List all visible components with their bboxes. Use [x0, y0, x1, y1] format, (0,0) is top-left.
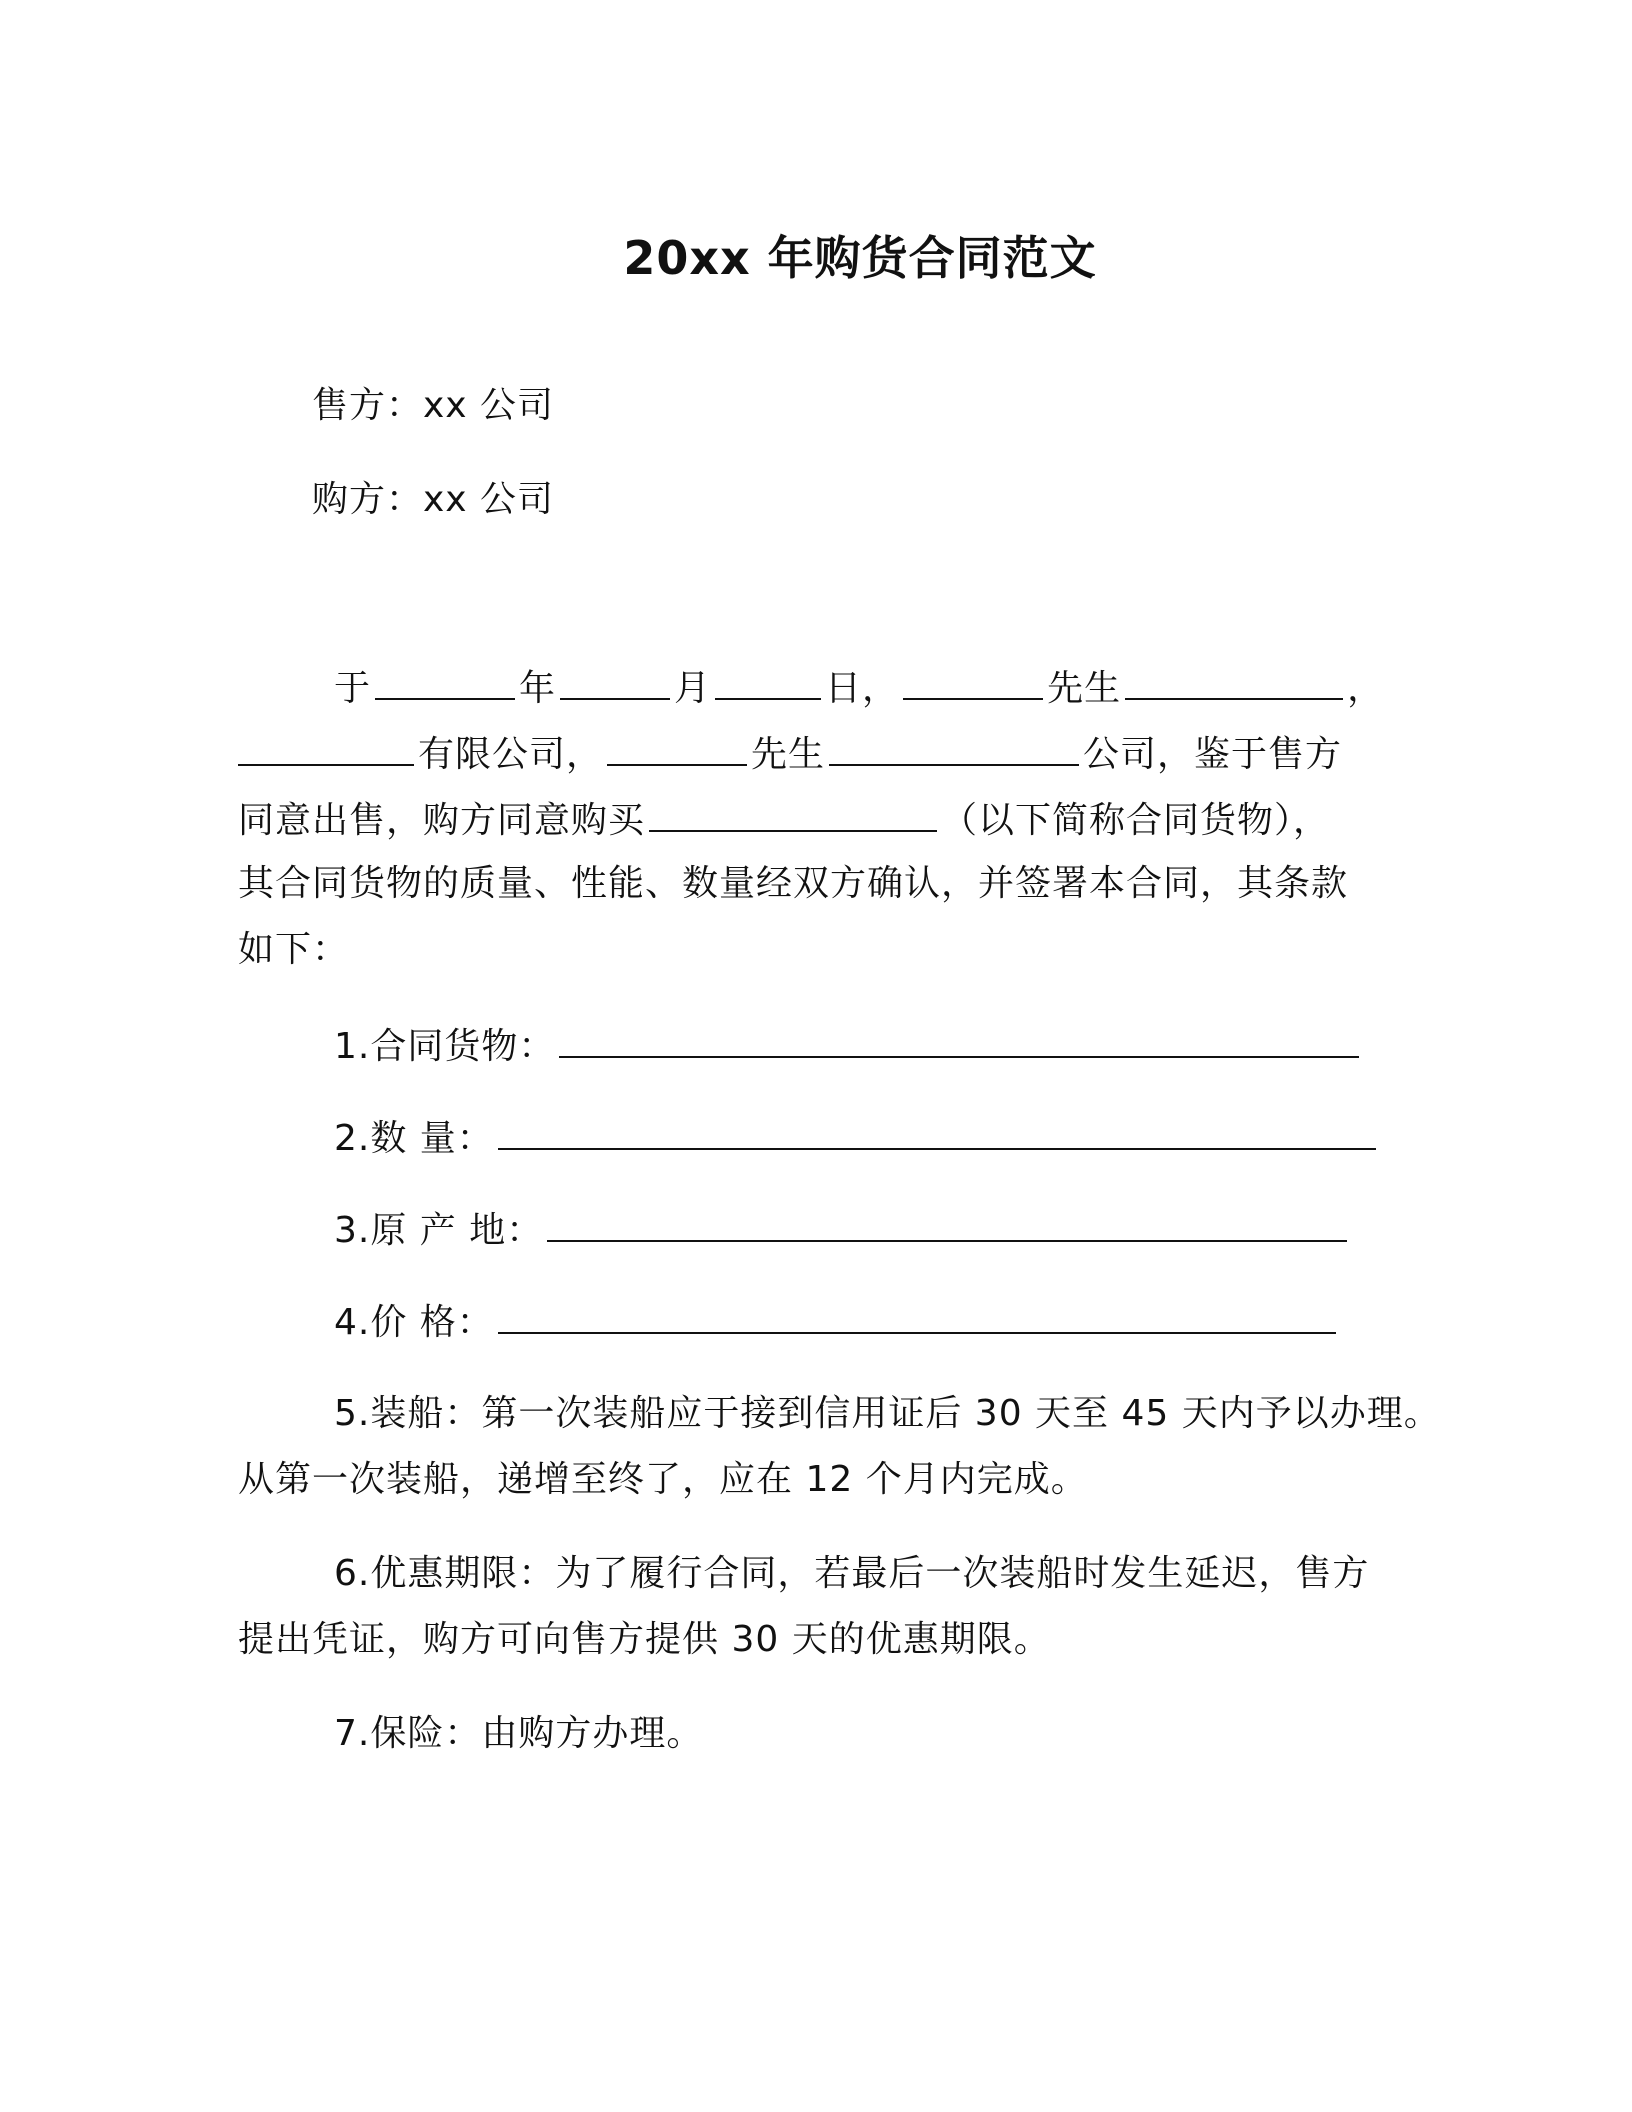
document-title: 20xx 年购货合同范文 [623, 231, 1097, 285]
blank-company [238, 730, 414, 766]
clause-label: 3.原 产 地： [334, 1210, 544, 1251]
blank-clause-1 [559, 1022, 1359, 1058]
clause-5-line-2: 从第一次装船，递增至终了，应在 12 个月内完成。 [238, 1459, 1088, 1500]
intro-text: 于 [334, 668, 372, 709]
intro-line-2 [238, 730, 1342, 777]
intro-line-3 [238, 796, 1330, 843]
intro-text: （以下简称合同货物）， [941, 800, 1331, 841]
blank-name [903, 664, 1043, 700]
blank-month [560, 664, 670, 700]
intro-text: 月 [674, 668, 712, 709]
clause-4 [334, 1298, 1340, 1345]
intro-line-1 [334, 664, 1384, 711]
intro-text: 先生 [1047, 668, 1122, 709]
clause-3 [334, 1206, 1351, 1253]
clause-label: 2.数 量： [334, 1118, 494, 1159]
intro-text: ， [1347, 668, 1385, 709]
blank-clause-2 [498, 1114, 1376, 1150]
blank-party [1125, 664, 1343, 700]
seller-line: 售方：xx 公司 [312, 385, 555, 426]
intro-text: 年 [519, 668, 557, 709]
clause-7: 7.保险：由购方办理。 [334, 1713, 704, 1754]
clause-label: 1.合同货物： [334, 1026, 556, 1067]
clause-5-line-1: 5.装船：第一次装船应于接到信用证后 30 天至 45 天内予以办理。 [334, 1393, 1441, 1434]
clause-6-line-2: 提出凭证，购方可向售方提供 30 天的优惠期限。 [238, 1619, 1051, 1660]
blank-clause-3 [547, 1206, 1347, 1242]
clause-6-line-1: 6.优惠期限：为了履行合同，若最后一次装船时发生延迟，售方 [334, 1553, 1370, 1594]
clause-label: 4.价 格： [334, 1302, 494, 1343]
blank-day [715, 664, 821, 700]
intro-line-4: 其合同货物的质量、性能、数量经双方确认，并签署本合同，其条款 [238, 863, 1349, 904]
intro-text: 日， [825, 668, 900, 709]
intro-text: 有限公司， [418, 734, 604, 775]
blank-clause-4 [498, 1298, 1336, 1334]
clause-1 [334, 1022, 1363, 1069]
intro-text: 公司，鉴于售方 [1083, 734, 1343, 775]
blank-year [375, 664, 515, 700]
blank-company [829, 730, 1079, 766]
blank-goods [649, 796, 937, 832]
intro-text: 先生 [751, 734, 826, 775]
buyer-line: 购方：xx 公司 [312, 479, 555, 520]
intro-text: 同意出售，购方同意购买 [238, 800, 646, 841]
clause-2 [334, 1114, 1380, 1161]
blank-name [607, 730, 747, 766]
intro-line-5: 如下： [238, 929, 350, 970]
